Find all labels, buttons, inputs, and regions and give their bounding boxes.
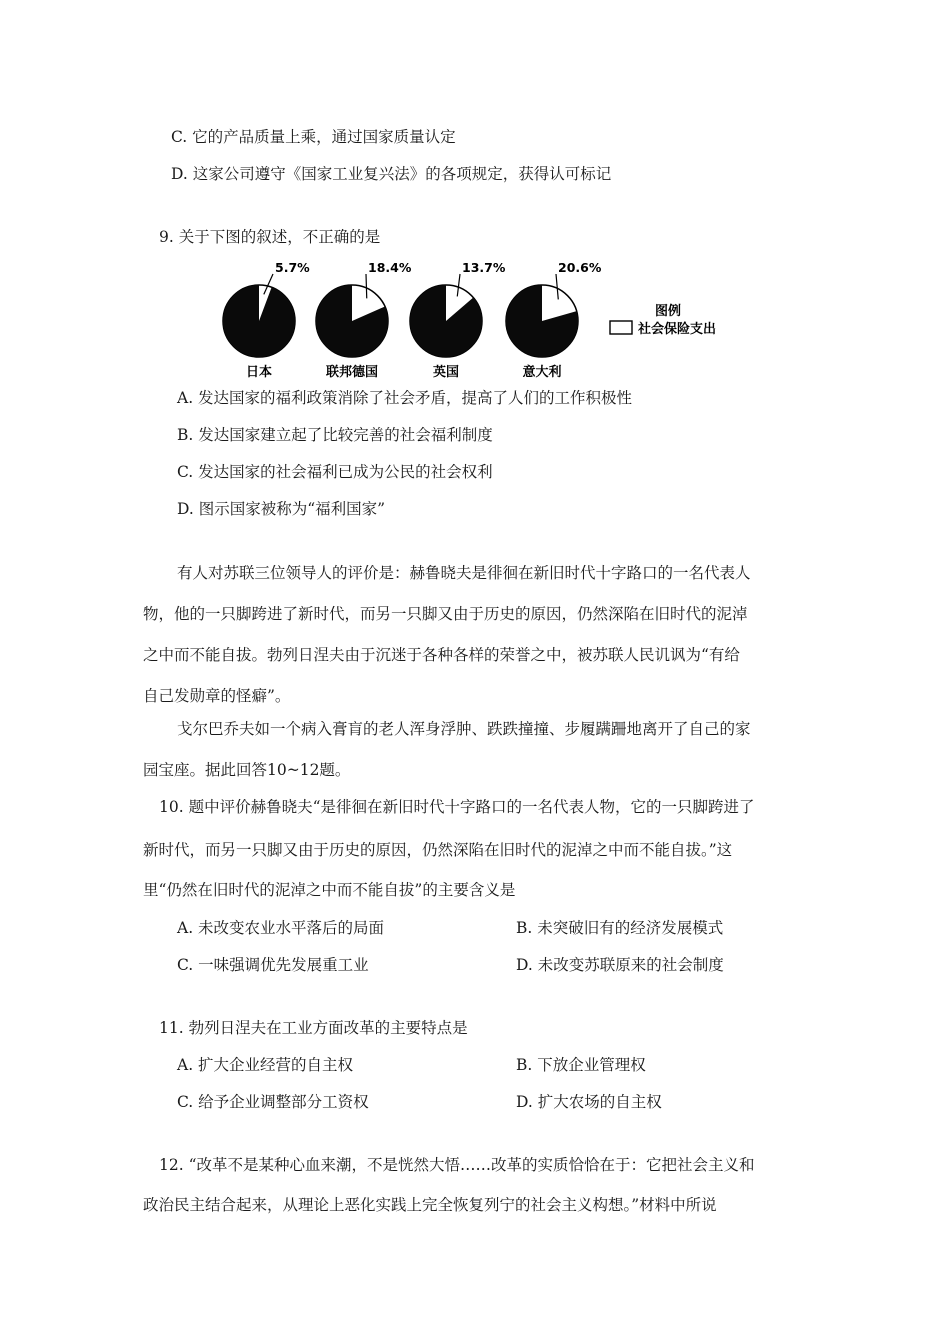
passage-line: 戈尔巴乔夫如一个病入膏肓的老人浑身浮肿、跌跌撞撞、步履蹒跚地离开了自己的家 [177,720,751,738]
q8-option-c: C. 它的产品质量上乘，通过国家质量认定 [171,128,456,146]
q8-option-d: D. 这家公司遵守《国家工业复兴法》的各项规定，获得认可标记 [171,165,612,183]
q9-option-a: A. 发达国家的福利政策消除了社会矛盾，提高了人们的工作积极性 [177,389,633,407]
q9-option-c: C. 发达国家的社会福利已成为公民的社会权利 [177,463,493,481]
q9-option-b: B. 发达国家建立起了比较完善的社会福利制度 [177,426,493,444]
passage-line: 物，他的一只脚跨进了新时代，而另一只脚又由于历史的原因，仍然深陷在旧时代的泥淖 [143,605,748,623]
pie-category-label: 英国 [432,365,460,380]
q12-stem-line: 12. “改革不是某种心血来潮，不是恍然大悟……改革的实质恰恰在于：它把社会主义和 [159,1156,755,1174]
leader-line [366,274,367,298]
q10-option-d: D. 未改变苏联原来的社会制度 [516,956,724,974]
q9-option-d: D. 图示国家被称为“福利国家” [177,500,386,518]
pie-value-label: 5.7% [275,260,310,275]
q11-option-d: D. 扩大农场的自主权 [516,1093,662,1111]
q12-stem-line: 政治民主结合起来，从理论上恶化实践上完全恢复列宁的社会主义构想。”材料中所说 [143,1196,717,1214]
pie-value-label: 13.7% [462,260,506,275]
pie-category-label: 日本 [245,365,273,380]
pie-chart-figure [218,258,738,386]
q10-option-a: A. 未改变农业水平落后的局面 [177,919,385,937]
q11-option-c: C. 给予企业调整部分工资权 [177,1093,369,1111]
passage-line: 有人对苏联三位领导人的评价是：赫鲁晓夫是徘徊在新旧时代十字路口的一名代表人 [177,564,751,582]
pie-category-label: 意大利 [522,365,562,380]
legend-title: 图例 [654,304,682,319]
legend-label: 社会保险支出 [638,322,717,337]
passage-line: 自己发勋章的怪癖”。 [143,687,291,705]
pie-value-label: 18.4% [368,260,412,275]
q10-option-c: C. 一味强调优先发展重工业 [177,956,369,974]
passage-line: 之中而不能自拔。勃列日涅夫由于沉迷于各种各样的荣誉之中，被苏联人民讥讽为“有给 [143,646,740,664]
q10-stem-line: 10. 题中评价赫鲁晓夫“是徘徊在新旧时代十字路口的一名代表人物，它的一只脚跨进了 [159,798,755,816]
q11-option-a: A. 扩大企业经营的自主权 [177,1056,354,1074]
q9-stem: 9. 关于下图的叙述，不正确的是 [159,228,381,246]
q10-stem-line: 里“仍然在旧时代的泥淖之中而不能自拔”的主要含义是 [143,881,516,899]
passage-line: 园宝座。据此回答10~12题。 [143,761,351,779]
pie-category-label: 联邦德国 [325,365,379,380]
q10-stem-line: 新时代，而另一只脚又由于历史的原因，仍然深陷在旧时代的泥淖之中而不能自拔。”这 [143,841,733,859]
q11-option-b: B. 下放企业管理权 [516,1056,646,1074]
pie-value-label: 20.6% [558,260,602,275]
q11-stem: 11. 勃列日涅夫在工业方面改革的主要特点是 [159,1019,468,1037]
q10-option-b: B. 未突破旧有的经济发展模式 [516,919,724,937]
legend-swatch [610,321,632,334]
